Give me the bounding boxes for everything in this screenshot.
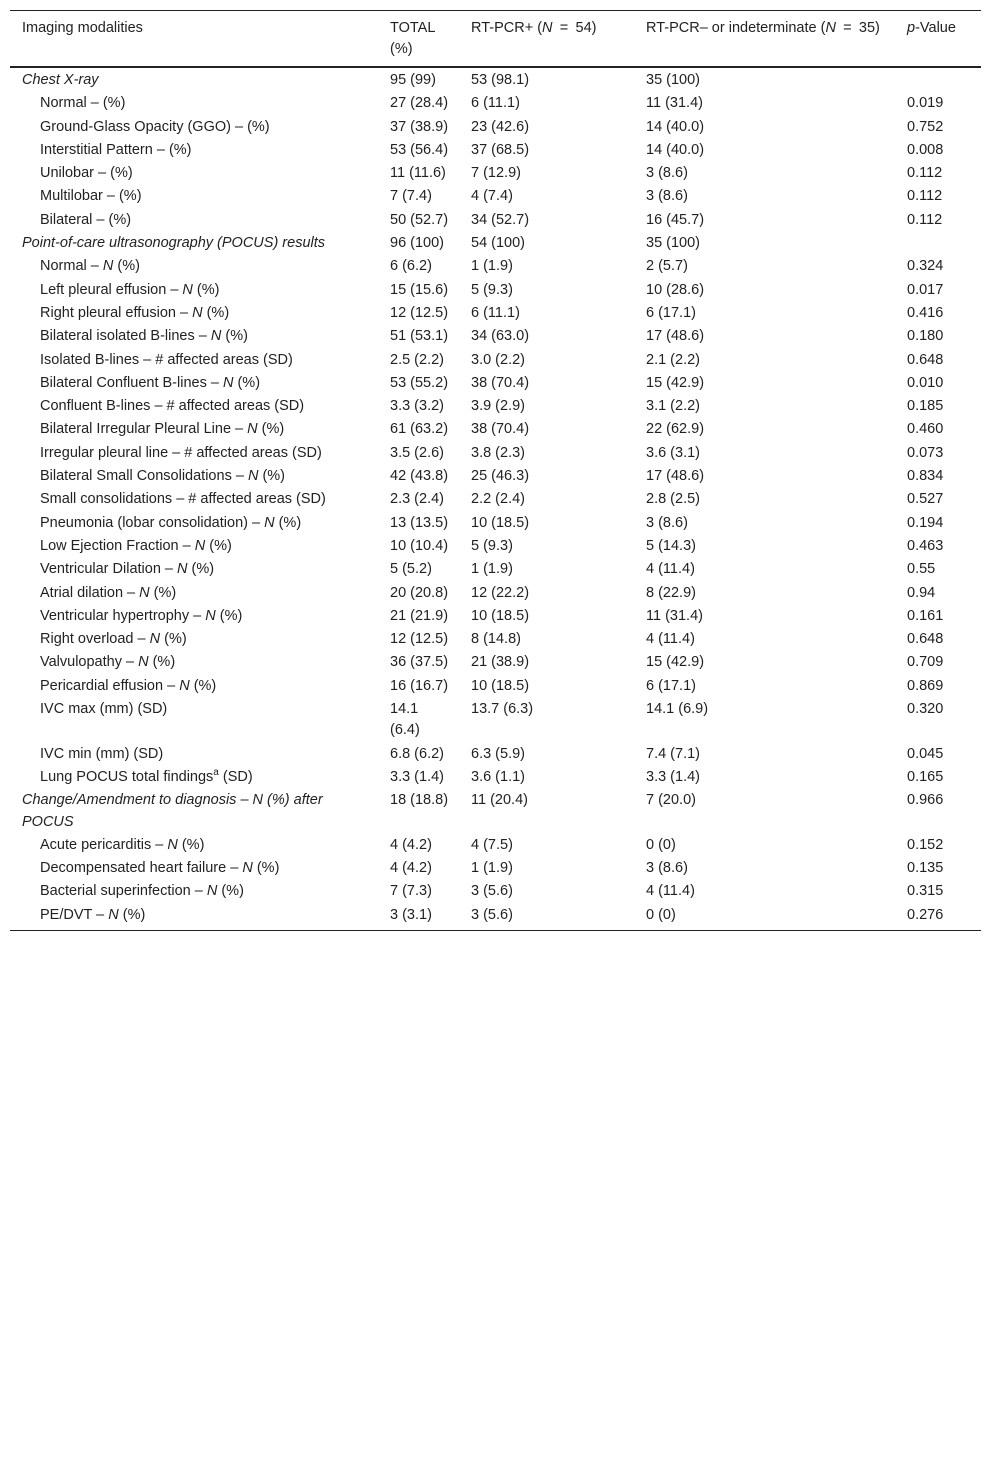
cell-total: 7 (7.3) — [390, 883, 432, 900]
row-label — [10, 488, 378, 511]
row-label — [10, 766, 378, 789]
row-label — [10, 789, 378, 834]
cell-total: 12 (12.5) — [390, 631, 449, 648]
cell-p-value: 0.194 — [907, 514, 944, 531]
cell-p-value: 0.324 — [907, 258, 944, 275]
cell-p-value: 0.152 — [907, 836, 944, 853]
cell-rtpcr-positive: 3 (5.6) — [459, 904, 634, 931]
row-label-text: Change/Amendment to diagnosis – N (%) after POCUS — [22, 792, 323, 830]
cell-rtpcr-positive: 10 (18.5) — [471, 514, 530, 531]
table-row — [10, 139, 981, 162]
cell-rtpcr-negative: 3.3 (1.4) — [646, 768, 700, 785]
cell-total: 10 (10.4) — [390, 537, 449, 554]
table-row — [10, 675, 981, 698]
cell-p-value: 0.017 — [907, 281, 944, 298]
cell-rtpcr-positive: 3.0 (2.2) — [471, 351, 525, 368]
table-row — [10, 488, 981, 511]
row-label — [10, 512, 378, 535]
cell-rtpcr-positive: 53 (98.1) — [471, 72, 530, 88]
row-label — [10, 605, 378, 628]
cell-p-value: 0.185 — [907, 398, 944, 415]
cell-rtpcr-positive: 12 (22.2) — [471, 584, 530, 601]
cell-rtpcr-negative: 14 (40.0) — [646, 141, 705, 158]
row-label — [10, 465, 378, 488]
section-row — [10, 232, 981, 255]
row-label — [10, 857, 378, 880]
cell-rtpcr-negative: 2.1 (2.2) — [646, 351, 700, 368]
cell-rtpcr-negative: 10 (28.6) — [646, 281, 705, 298]
row-label — [10, 349, 378, 372]
cell-rtpcr-positive: 38 (70.4) — [471, 374, 530, 391]
cell-p-value: 0.648 — [907, 351, 944, 368]
cell-p-value: 0.55 — [907, 561, 936, 578]
row-label — [10, 92, 378, 115]
cell-rtpcr-negative: 8 (22.9) — [646, 584, 696, 601]
cell-rtpcr-negative: 22 (62.9) — [646, 421, 705, 438]
cell-rtpcr-negative: 17 (48.6) — [646, 468, 705, 485]
cell-p-value: 0.709 — [907, 654, 944, 671]
cell-total: 21 (21.9) — [390, 607, 449, 624]
cell-rtpcr-negative: 16 (45.7) — [646, 211, 705, 228]
row-label — [10, 535, 378, 558]
table-container — [10, 10, 981, 931]
row-label — [10, 255, 378, 278]
cell-rtpcr-negative: 35 (100) — [646, 235, 701, 252]
cell-rtpcr-positive: 1 (1.9) — [471, 258, 513, 275]
row-label-text: Unilobar – (%) — [40, 165, 133, 182]
cell-rtpcr-negative: 3.1 (2.2) — [646, 398, 700, 415]
table-row — [10, 395, 981, 418]
cell-p-value: 0.135 — [907, 860, 944, 877]
table-row — [10, 698, 981, 743]
cell-p-value — [895, 232, 981, 255]
row-label — [10, 232, 378, 255]
cell-p-value: 0.161 — [907, 607, 944, 624]
cell-p-value: 0.008 — [907, 141, 944, 158]
cell-rtpcr-negative: 35 (100) — [646, 72, 701, 88]
header-rtpcr-positive: RT-PCR+ (N = 54) — [459, 11, 634, 68]
row-label-text: Normal – N (%) — [40, 258, 140, 275]
cell-p-value: 0.019 — [907, 95, 944, 112]
cell-total: 37 (38.9) — [390, 118, 449, 135]
cell-rtpcr-positive: 38 (70.4) — [471, 421, 530, 438]
cell-rtpcr-positive: 5 (9.3) — [471, 281, 513, 298]
cell-rtpcr-negative: 3 (8.6) — [646, 514, 688, 531]
cell-rtpcr-negative: 11 (31.4) — [646, 95, 703, 112]
cell-p-value: 0.94 — [907, 584, 936, 601]
cell-p-value: 0.112 — [907, 211, 943, 228]
cell-rtpcr-positive: 5 (9.3) — [471, 537, 513, 554]
cell-rtpcr-negative: 4 (11.4) — [646, 631, 695, 648]
table-row — [10, 605, 981, 628]
table-row — [10, 558, 981, 581]
row-label-text: Pneumonia (lobar consolidation) – N (%) — [40, 514, 302, 531]
cell-total: 51 (53.1) — [390, 328, 449, 345]
cell-total: 6 (6.2) — [390, 258, 432, 275]
table-row — [10, 766, 981, 789]
table-row — [10, 302, 981, 325]
cell-rtpcr-positive: 34 (63.0) — [471, 328, 530, 345]
cell-p-value: 0.648 — [907, 631, 944, 648]
row-label — [10, 834, 378, 857]
cell-rtpcr-positive: 6 (11.1) — [471, 95, 520, 112]
row-label — [10, 302, 378, 325]
row-label-suffix: (SD) — [218, 768, 253, 785]
row-label-text: Point-of-care ultrasonography (POCUS) results — [22, 235, 326, 252]
cell-total: 2.3 (2.4) — [390, 491, 444, 508]
table-row — [10, 582, 981, 605]
section-row — [10, 789, 981, 834]
row-label — [10, 185, 378, 208]
cell-rtpcr-positive: 4 (7.4) — [471, 188, 513, 205]
cell-rtpcr-negative: 7 (20.0) — [646, 792, 696, 809]
row-label — [10, 162, 378, 185]
row-label-text: Bilateral Irregular Pleural Line – N (%) — [40, 421, 285, 438]
row-label — [10, 582, 378, 605]
row-label-text: Multilobar – (%) — [40, 188, 142, 205]
cell-total: 7 (7.4) — [390, 188, 432, 205]
cell-rtpcr-positive: 1 (1.9) — [471, 561, 513, 578]
cell-rtpcr-positive: 23 (42.6) — [471, 118, 530, 135]
cell-total: 3 (3.1) — [378, 904, 459, 931]
cell-total: 27 (28.4) — [390, 95, 449, 112]
row-label — [10, 418, 378, 441]
cell-p-value: 0.112 — [907, 165, 943, 182]
row-label-text: Chest X-ray — [22, 72, 99, 88]
cell-p-value: 0.010 — [907, 374, 944, 391]
row-label — [10, 325, 378, 348]
cell-p-value: 0.180 — [907, 328, 944, 345]
row-label — [10, 395, 378, 418]
cell-p-value: 0.320 — [907, 701, 944, 718]
row-label-text: PE/DVT – N (%) — [40, 906, 146, 923]
row-label-text: Left pleural effusion – N (%) — [40, 281, 220, 298]
cell-rtpcr-positive: 2.2 (2.4) — [471, 491, 525, 508]
cell-total: 50 (52.7) — [390, 211, 449, 228]
table-row — [10, 116, 981, 139]
row-label-text: Isolated B-lines – # affected areas (SD) — [40, 351, 293, 368]
cell-rtpcr-positive: 25 (46.3) — [471, 468, 530, 485]
cell-rtpcr-negative: 7.4 (7.1) — [646, 745, 700, 762]
row-label-text: Atrial dilation – N (%) — [40, 584, 177, 601]
row-label — [10, 139, 378, 162]
row-label — [10, 209, 378, 232]
cell-total: 53 (55.2) — [390, 374, 449, 391]
row-label — [10, 558, 378, 581]
cell-p-value: 0.276 — [895, 904, 981, 931]
cell-p-value: 0.869 — [907, 677, 944, 694]
cell-p-value: 0.834 — [907, 468, 944, 485]
row-label-text: Low Ejection Fraction – N (%) — [40, 537, 232, 554]
cell-rtpcr-positive: 34 (52.7) — [471, 211, 530, 228]
row-label-text: Bacterial superinfection – N (%) — [40, 883, 244, 900]
cell-rtpcr-positive: 21 (38.9) — [471, 654, 530, 671]
row-label — [10, 372, 378, 395]
header-rtpcr-negative: RT-PCR– or indeterminate (N = 35) — [634, 11, 895, 68]
imaging-results-table — [10, 10, 981, 931]
cell-rtpcr-positive: 6 (11.1) — [471, 304, 520, 321]
cell-p-value: 0.416 — [907, 304, 944, 321]
cell-p-value: 0.966 — [907, 792, 944, 809]
cell-p-value: 0.460 — [907, 421, 944, 438]
cell-total: 3.3 (1.4) — [390, 768, 444, 785]
cell-rtpcr-negative: 0 (0) — [634, 904, 895, 931]
row-label-text: Interstitial Pattern – (%) — [40, 141, 192, 158]
cell-total: 2.5 (2.2) — [390, 351, 444, 368]
row-label — [10, 628, 378, 651]
cell-p-value: 0.112 — [907, 188, 943, 205]
cell-total: 14.1 (6.4) — [390, 701, 420, 739]
table-row — [10, 512, 981, 535]
cell-rtpcr-negative: 3 (8.6) — [646, 860, 688, 877]
table-row — [10, 743, 981, 766]
table-row — [10, 418, 981, 441]
row-label — [10, 279, 378, 302]
cell-total: 95 (99) — [390, 72, 436, 88]
cell-total: 42 (43.8) — [390, 468, 449, 485]
cell-rtpcr-positive: 37 (68.5) — [471, 141, 530, 158]
cell-rtpcr-negative: 2.8 (2.5) — [646, 491, 700, 508]
cell-p-value: 0.045 — [907, 745, 944, 762]
row-label-text: Ground-Glass Opacity (GGO) – (%) — [40, 118, 270, 135]
cell-p-value: 0.463 — [907, 537, 944, 554]
table-row — [10, 465, 981, 488]
row-label — [10, 743, 378, 766]
row-label-text: Confluent B-lines – # affected areas (SD) — [40, 398, 305, 415]
cell-rtpcr-positive: 13.7 (6.3) — [471, 701, 534, 718]
row-label — [10, 116, 378, 139]
table-row — [10, 651, 981, 674]
cell-total: 13 (13.5) — [390, 514, 449, 531]
cell-rtpcr-positive: 4 (7.5) — [471, 836, 513, 853]
cell-rtpcr-negative: 14 (40.0) — [646, 118, 705, 135]
row-label-text: Small consolidations – # affected areas (SD) — [40, 491, 326, 508]
cell-rtpcr-positive: 7 (12.9) — [471, 165, 521, 182]
row-label-text: Acute pericarditis – N (%) — [40, 836, 205, 853]
cell-rtpcr-negative: 6 (17.1) — [646, 304, 696, 321]
cell-rtpcr-positive: 10 (18.5) — [471, 607, 530, 624]
row-label-text: Bilateral – (%) — [40, 211, 132, 228]
cell-rtpcr-negative: 0 (0) — [646, 836, 676, 853]
cell-p-value: 0.165 — [907, 768, 944, 785]
cell-rtpcr-negative: 6 (17.1) — [646, 677, 696, 694]
cell-p-value: 0.527 — [907, 491, 944, 508]
cell-total: 4 (4.2) — [390, 860, 432, 877]
cell-rtpcr-negative: 4 (11.4) — [646, 883, 695, 900]
table-row — [10, 628, 981, 651]
table-row — [10, 834, 981, 857]
cell-total: 96 (100) — [390, 235, 445, 252]
cell-total: 3.5 (2.6) — [390, 444, 444, 461]
row-label-text: Right overload – N (%) — [40, 631, 187, 648]
cell-rtpcr-negative: 4 (11.4) — [646, 561, 695, 578]
cell-rtpcr-negative: 2 (5.7) — [646, 258, 688, 275]
cell-total: 12 (12.5) — [390, 304, 449, 321]
row-label-text: Bilateral Confluent B-lines – N (%) — [40, 374, 261, 391]
table-row — [10, 325, 981, 348]
cell-total: 11 (11.6) — [390, 165, 446, 182]
footnote-marker: a — [213, 767, 219, 779]
row-label-text: Valvulopathy – N (%) — [40, 654, 176, 671]
header-p-value: p-Value — [895, 11, 981, 68]
cell-rtpcr-negative: 11 (31.4) — [646, 607, 703, 624]
cell-rtpcr-positive: 11 (20.4) — [471, 792, 528, 809]
row-label-text: IVC max (mm) (SD) — [40, 701, 168, 718]
cell-rtpcr-negative: 14.1 (6.9) — [646, 701, 709, 718]
cell-rtpcr-negative: 15 (42.9) — [646, 374, 705, 391]
cell-total: 36 (37.5) — [390, 654, 449, 671]
cell-rtpcr-negative: 15 (42.9) — [646, 654, 705, 671]
cell-total: 3.3 (3.2) — [390, 398, 444, 415]
cell-rtpcr-positive: 6.3 (5.9) — [471, 745, 525, 762]
row-label-text: Decompensated heart failure – N (%) — [40, 860, 280, 877]
cell-rtpcr-negative: 17 (48.6) — [646, 328, 705, 345]
cell-total: 4 (4.2) — [390, 836, 432, 853]
table-body — [10, 67, 981, 930]
cell-p-value: 0.752 — [907, 118, 944, 135]
cell-rtpcr-positive: 3.9 (2.9) — [471, 398, 525, 415]
table-row — [10, 185, 981, 208]
header-modalities: Imaging modalities — [10, 11, 378, 68]
table-row — [10, 279, 981, 302]
cell-rtpcr-positive: 3.6 (1.1) — [471, 768, 525, 785]
cell-total: 5 (5.2) — [390, 561, 432, 578]
section-row — [10, 67, 981, 92]
cell-rtpcr-positive: 1 (1.9) — [471, 860, 513, 877]
row-label-text: Ventricular Dilation – N (%) — [40, 561, 215, 578]
cell-rtpcr-positive: 3 (5.6) — [471, 883, 513, 900]
table-row — [10, 349, 981, 372]
table-row — [10, 209, 981, 232]
cell-rtpcr-positive: 54 (100) — [471, 235, 526, 252]
cell-rtpcr-negative: 3 (8.6) — [646, 165, 688, 182]
row-label-text: Normal – (%) — [40, 95, 126, 112]
table-row — [10, 442, 981, 465]
cell-total: 61 (63.2) — [390, 421, 449, 438]
table-row — [10, 880, 981, 903]
row-label — [10, 67, 378, 92]
row-label-text: IVC min (mm) (SD) — [40, 745, 164, 762]
table-row — [10, 857, 981, 880]
cell-rtpcr-negative: 3.6 (3.1) — [646, 444, 700, 461]
row-label-text: Ventricular hypertrophy – N (%) — [40, 607, 243, 624]
header-row — [10, 11, 981, 68]
row-label-text: Lung POCUS total findings — [40, 768, 214, 785]
table-row — [10, 162, 981, 185]
table-row — [10, 372, 981, 395]
cell-total: 53 (56.4) — [390, 141, 449, 158]
table-row — [10, 255, 981, 278]
cell-p-value: 0.315 — [907, 883, 944, 900]
cell-rtpcr-negative: 5 (14.3) — [646, 537, 696, 554]
row-label-text: Bilateral Small Consolidations – N (%) — [40, 468, 286, 485]
cell-total: 15 (15.6) — [390, 281, 449, 298]
table-row — [10, 535, 981, 558]
row-label-text: Irregular pleural line – # affected areas (SD) — [40, 444, 322, 461]
row-label-text: Pericardial effusion – N (%) — [40, 677, 217, 694]
row-label — [10, 442, 378, 465]
row-label-text: Bilateral isolated B-lines – N (%) — [40, 328, 248, 345]
row-label — [10, 904, 378, 931]
header-total: TOTAL (%) — [378, 11, 459, 68]
cell-rtpcr-positive: 10 (18.5) — [471, 677, 530, 694]
cell-p-value — [895, 67, 981, 92]
table-row — [10, 92, 981, 115]
cell-total: 18 (18.8) — [390, 792, 449, 809]
cell-rtpcr-negative: 3 (8.6) — [646, 188, 688, 205]
cell-total: 20 (20.8) — [390, 584, 449, 601]
cell-p-value: 0.073 — [907, 444, 944, 461]
row-label-text: Right pleural effusion – N (%) — [40, 304, 230, 321]
row-label — [10, 651, 378, 674]
table-row — [10, 904, 981, 931]
cell-rtpcr-positive: 8 (14.8) — [471, 631, 521, 648]
row-label — [10, 880, 378, 903]
row-label — [10, 675, 378, 698]
row-label — [10, 698, 378, 743]
cell-total: 6.8 (6.2) — [390, 745, 444, 762]
cell-rtpcr-positive: 3.8 (2.3) — [471, 444, 525, 461]
cell-total: 16 (16.7) — [390, 677, 449, 694]
